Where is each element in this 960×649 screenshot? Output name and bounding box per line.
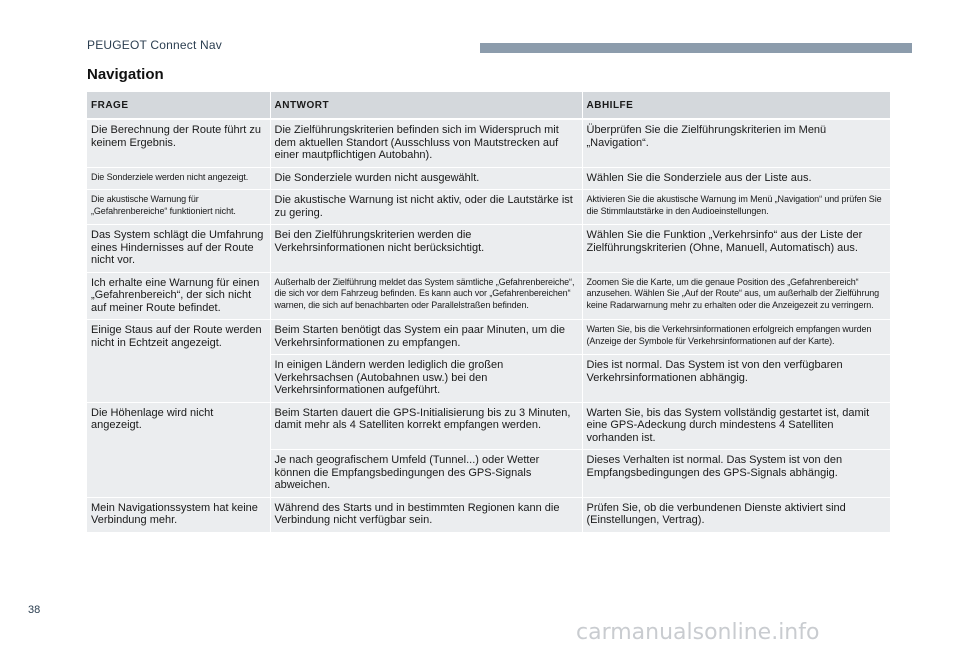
column-header-antwort: ANTWORT xyxy=(270,92,582,119)
antwort-cell: Die akustische Warnung ist nicht aktiv, oder die Lautstärke ist zu gering. xyxy=(270,190,582,225)
table-row xyxy=(87,190,890,225)
frage-cell: Die Höhenlage wird nicht angezeigt. xyxy=(87,402,270,497)
frage-cell: Ich erhalte eine Warnung für einen „Gefahrenbereich“, der sich nicht auf meiner Route befindet. xyxy=(87,272,270,320)
abhilfe-cell: Warten Sie, bis die Verkehrsinformationen erfolgreich empfangen wurden (Anzeige der Symbole für Verkehrsinformationen auf der Karte). xyxy=(582,320,890,355)
antwort-cell: Die Zielführungskriterien befinden sich im Widerspruch mit dem aktuellen Standort (Ausschluss von Mautstrecken auf einer mautpflichtigen Autobahn). xyxy=(270,119,582,167)
abhilfe-cell: Wählen Sie die Funktion „Verkehrsinfo“ aus der Liste der Zielführungskriterien (Ohne, Manuell, Automatisch) aus. xyxy=(582,225,890,273)
table-row xyxy=(87,402,890,450)
table-header-row xyxy=(87,92,890,119)
abhilfe-cell: Zoomen Sie die Karte, um die genaue Position des „Gefahrenbereich“ anzusehen. Wählen Sie „Auf der Route“ aus, um außerhalb der Zielführung keine Radarwarnung mehr zu erhalten oder die Anzeigezeit zu verringern. xyxy=(582,272,890,320)
antwort-cell: Beim Starten dauert die GPS-Initialisierung bis zu 3 Minuten, damit mehr als 4 Satelliten korrekt empfangen werden. xyxy=(270,402,582,450)
abhilfe-cell: Überprüfen Sie die Zielführungskriterien im Menü „Navigation“. xyxy=(582,119,890,167)
manual-header-title: PEUGEOT Connect Nav xyxy=(87,38,222,52)
table-row xyxy=(87,119,890,167)
frage-cell: Die Berechnung der Route führt zu keinem Ergebnis. xyxy=(87,119,270,167)
table-row xyxy=(87,497,890,532)
table-row xyxy=(87,272,890,320)
section-title: Navigation xyxy=(87,66,164,83)
frage-cell: Das System schlägt die Umfahrung eines Hindernisses auf der Route nicht vor. xyxy=(87,225,270,273)
abhilfe-cell: Prüfen Sie, ob die verbundenen Dienste aktiviert sind (Einstellungen, Vertrag). xyxy=(582,497,890,532)
column-header-frage: FRAGE xyxy=(87,92,270,119)
abhilfe-cell: Dies ist normal. Das System ist von den verfügbaren Verkehrsinformationen abhängig. xyxy=(582,355,890,403)
frage-cell: Die akustische Warnung für „Gefahrenbereiche“ funktioniert nicht. xyxy=(87,190,270,225)
frage-cell: Mein Navigationssystem hat keine Verbindung mehr. xyxy=(87,497,270,532)
abhilfe-cell: Dieses Verhalten ist normal. Das System ist von den Empfangsbedingungen des GPS-Signals abhängig. xyxy=(582,450,890,498)
antwort-cell: Bei den Zielführungskriterien werden die Verkehrsinformationen nicht berücksichtigt. xyxy=(270,225,582,273)
antwort-cell: Je nach geografischem Umfeld (Tunnel...) oder Wetter können die Empfangsbedingungen des GPS-Signals abweichen. xyxy=(270,450,582,498)
antwort-cell: Beim Starten benötigt das System ein paar Minuten, um die Verkehrsinformationen zu empfangen. xyxy=(270,320,582,355)
table-row xyxy=(87,320,890,355)
faq-table xyxy=(87,92,890,533)
abhilfe-cell: Aktivieren Sie die akustische Warnung im Menü „Navigation“ und prüfen Sie die Stimmlautstärke in den Audioeinstellungen. xyxy=(582,190,890,225)
header-bar xyxy=(480,43,912,53)
table-row xyxy=(87,225,890,273)
table-row xyxy=(87,167,890,190)
frage-cell: Die Sonderziele werden nicht angezeigt. xyxy=(87,167,270,190)
page-number: 38 xyxy=(28,604,41,616)
antwort-cell: Während des Starts und in bestimmten Regionen kann die Verbindung nicht verfügbar sein. xyxy=(270,497,582,532)
abhilfe-cell: Warten Sie, bis das System vollständig gestartet ist, damit eine GPS-Adeckung durch mindestens 4 Satelliten vorhanden ist. xyxy=(582,402,890,450)
abhilfe-cell: Wählen Sie die Sonderziele aus der Liste aus. xyxy=(582,167,890,190)
column-header-abhilfe: ABHILFE xyxy=(582,92,890,119)
frage-cell: Einige Staus auf der Route werden nicht in Echtzeit angezeigt. xyxy=(87,320,270,403)
antwort-cell: Die Sonderziele wurden nicht ausgewählt. xyxy=(270,167,582,190)
antwort-cell: Außerhalb der Zielführung meldet das System sämtliche „Gefahrenbereiche“, die sich vor dem Fahrzeug befinden. Es kann auch vor „Gefahrenbereichen“ warnen, die sich auf benachbarten oder Parallelstraßen befinden. xyxy=(270,272,582,320)
antwort-cell: In einigen Ländern werden lediglich die großen Verkehrsachsen (Autobahnen usw.) bei den Verkehrsinformationen aufgeführt. xyxy=(270,355,582,403)
watermark: carmanualsonline.info xyxy=(576,620,820,645)
